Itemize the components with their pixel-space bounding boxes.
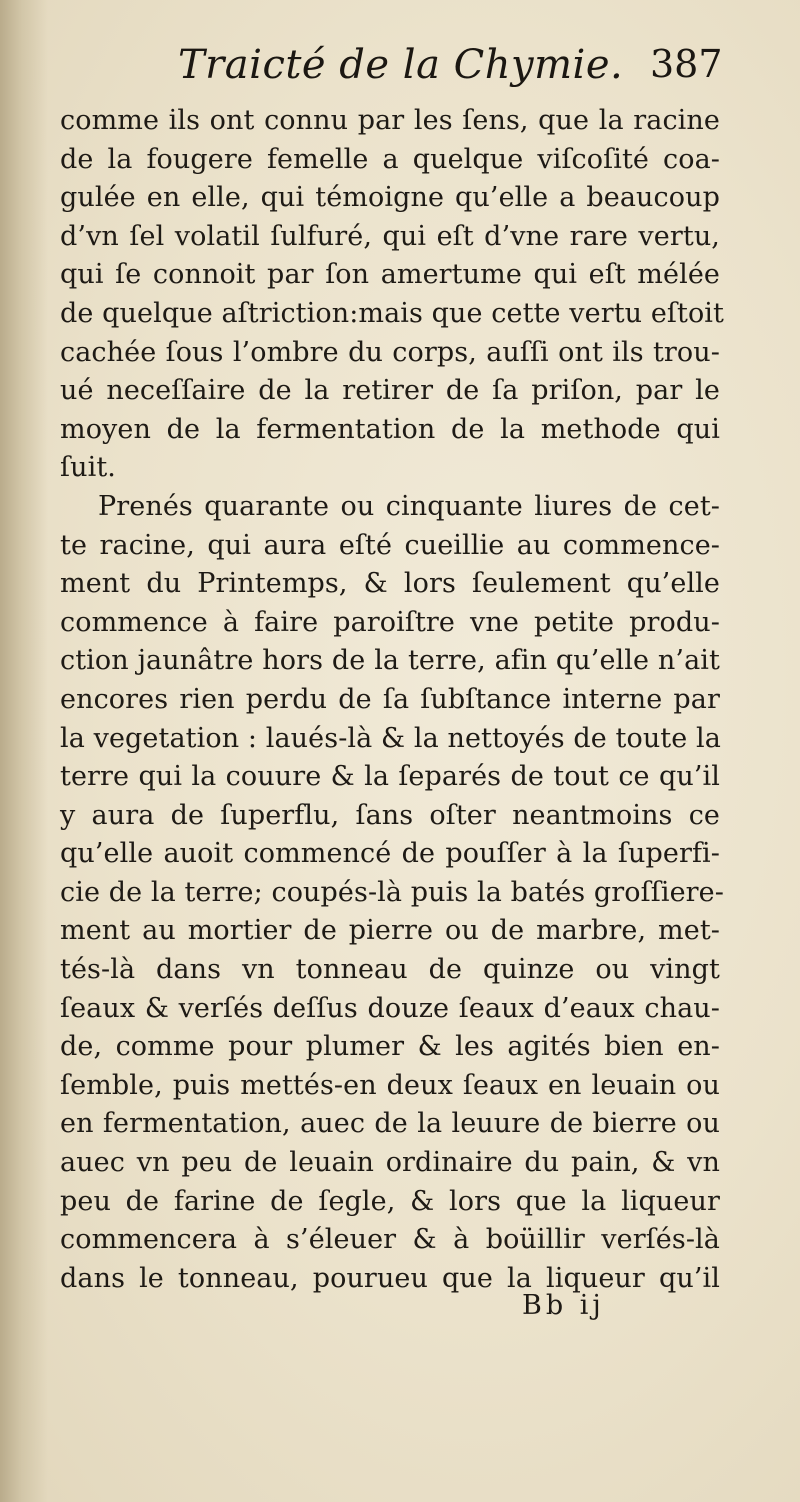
text-line: de, comme pour plumer & les agités bien en- <box>60 1031 720 1063</box>
text-line: ſemble, puis mettés-en deux ſeaux en leuain ou <box>60 1069 720 1101</box>
paragraph-start-line: Prenés quarante ou cinquante liures de cet- <box>98 490 720 522</box>
text-line: d’vn ſel volatil ſulfuré, qui eſt d’vne rare vertu, <box>60 220 720 252</box>
text-line: commencera à s’éleuer & à boüillir verſés-là <box>60 1224 720 1256</box>
binding-gutter-shadow <box>0 0 48 1502</box>
running-title: Traicté de la Chymie. <box>178 42 624 88</box>
page-number: 387 <box>650 42 723 86</box>
text-line: y aura de ſuperflu, ſans oſter neantmoins ce <box>60 799 720 831</box>
text-line: en fermentation, auec de la leuure de bierre ou <box>60 1108 720 1140</box>
text-line: ſeaux & verſés deſſus douze ſeaux d’eaux chau- <box>60 992 720 1024</box>
text-line: te racine, qui aura eſté cueillie au commence- <box>60 529 720 561</box>
text-line: ment du Printemps, & lors ſeulement qu’elle <box>60 568 720 600</box>
text-line: cie de la terre; coupés-là puis la batés groſſiere- <box>60 876 724 908</box>
text-line: de quelque aſtriction:mais que cette vertu eſtoit <box>60 297 724 329</box>
text-line: qui ſe connoit par ſon amertume qui eſt mélée <box>60 259 720 291</box>
text-line: la vegetation : laués-là & la nettoyés de toute la <box>60 722 721 754</box>
text-line: encores rien perdu de ſa ſubſtance interne par <box>60 683 720 715</box>
text-line: de la fougere femelle a quelque viſcoſité coa- <box>60 143 720 175</box>
text-line: commence à faire paroiſtre vne petite produ- <box>60 606 720 638</box>
text-line: qu’elle auoit commencé de pouſſer à la ſuperfi- <box>60 838 720 870</box>
text-line: dans le tonneau, pourueu que la liqueur qu’il <box>60 1262 720 1294</box>
text-line: terre qui la couure & la ſeparés de tout ce qu’il <box>60 761 720 793</box>
text-line: ſuit. <box>60 452 116 484</box>
page-header <box>0 42 800 98</box>
text-line: ction jaunâtre hors de la terre, afin qu’elle n’ait <box>60 645 720 677</box>
text-line: peu de farine de ſegle, & lors que la liqueur <box>60 1185 720 1217</box>
text-line: ment au mortier de pierre ou de marbre, met- <box>60 915 720 947</box>
text-line: auec vn peu de leuain ordinaire du pain, & vn <box>60 1147 720 1179</box>
text-line: cachée ſous l’ombre du corps, auſſi ont ils trou- <box>60 336 720 368</box>
text-line: tés-là dans vn tonneau de quinze ou vingt <box>60 954 720 986</box>
text-line: gulée en elle, qui témoigne qu’elle a beaucoup <box>60 182 720 214</box>
text-line: moyen de la fermentation de la methode qui <box>60 413 720 445</box>
signature-mark: Bb ij <box>522 1290 605 1321</box>
text-line: comme ils ont connu par les ſens, que la racine <box>60 105 720 136</box>
body-text <box>60 102 724 1298</box>
text-line: ué neceſſaire de la retirer de ſa priſon, par le <box>60 375 720 407</box>
